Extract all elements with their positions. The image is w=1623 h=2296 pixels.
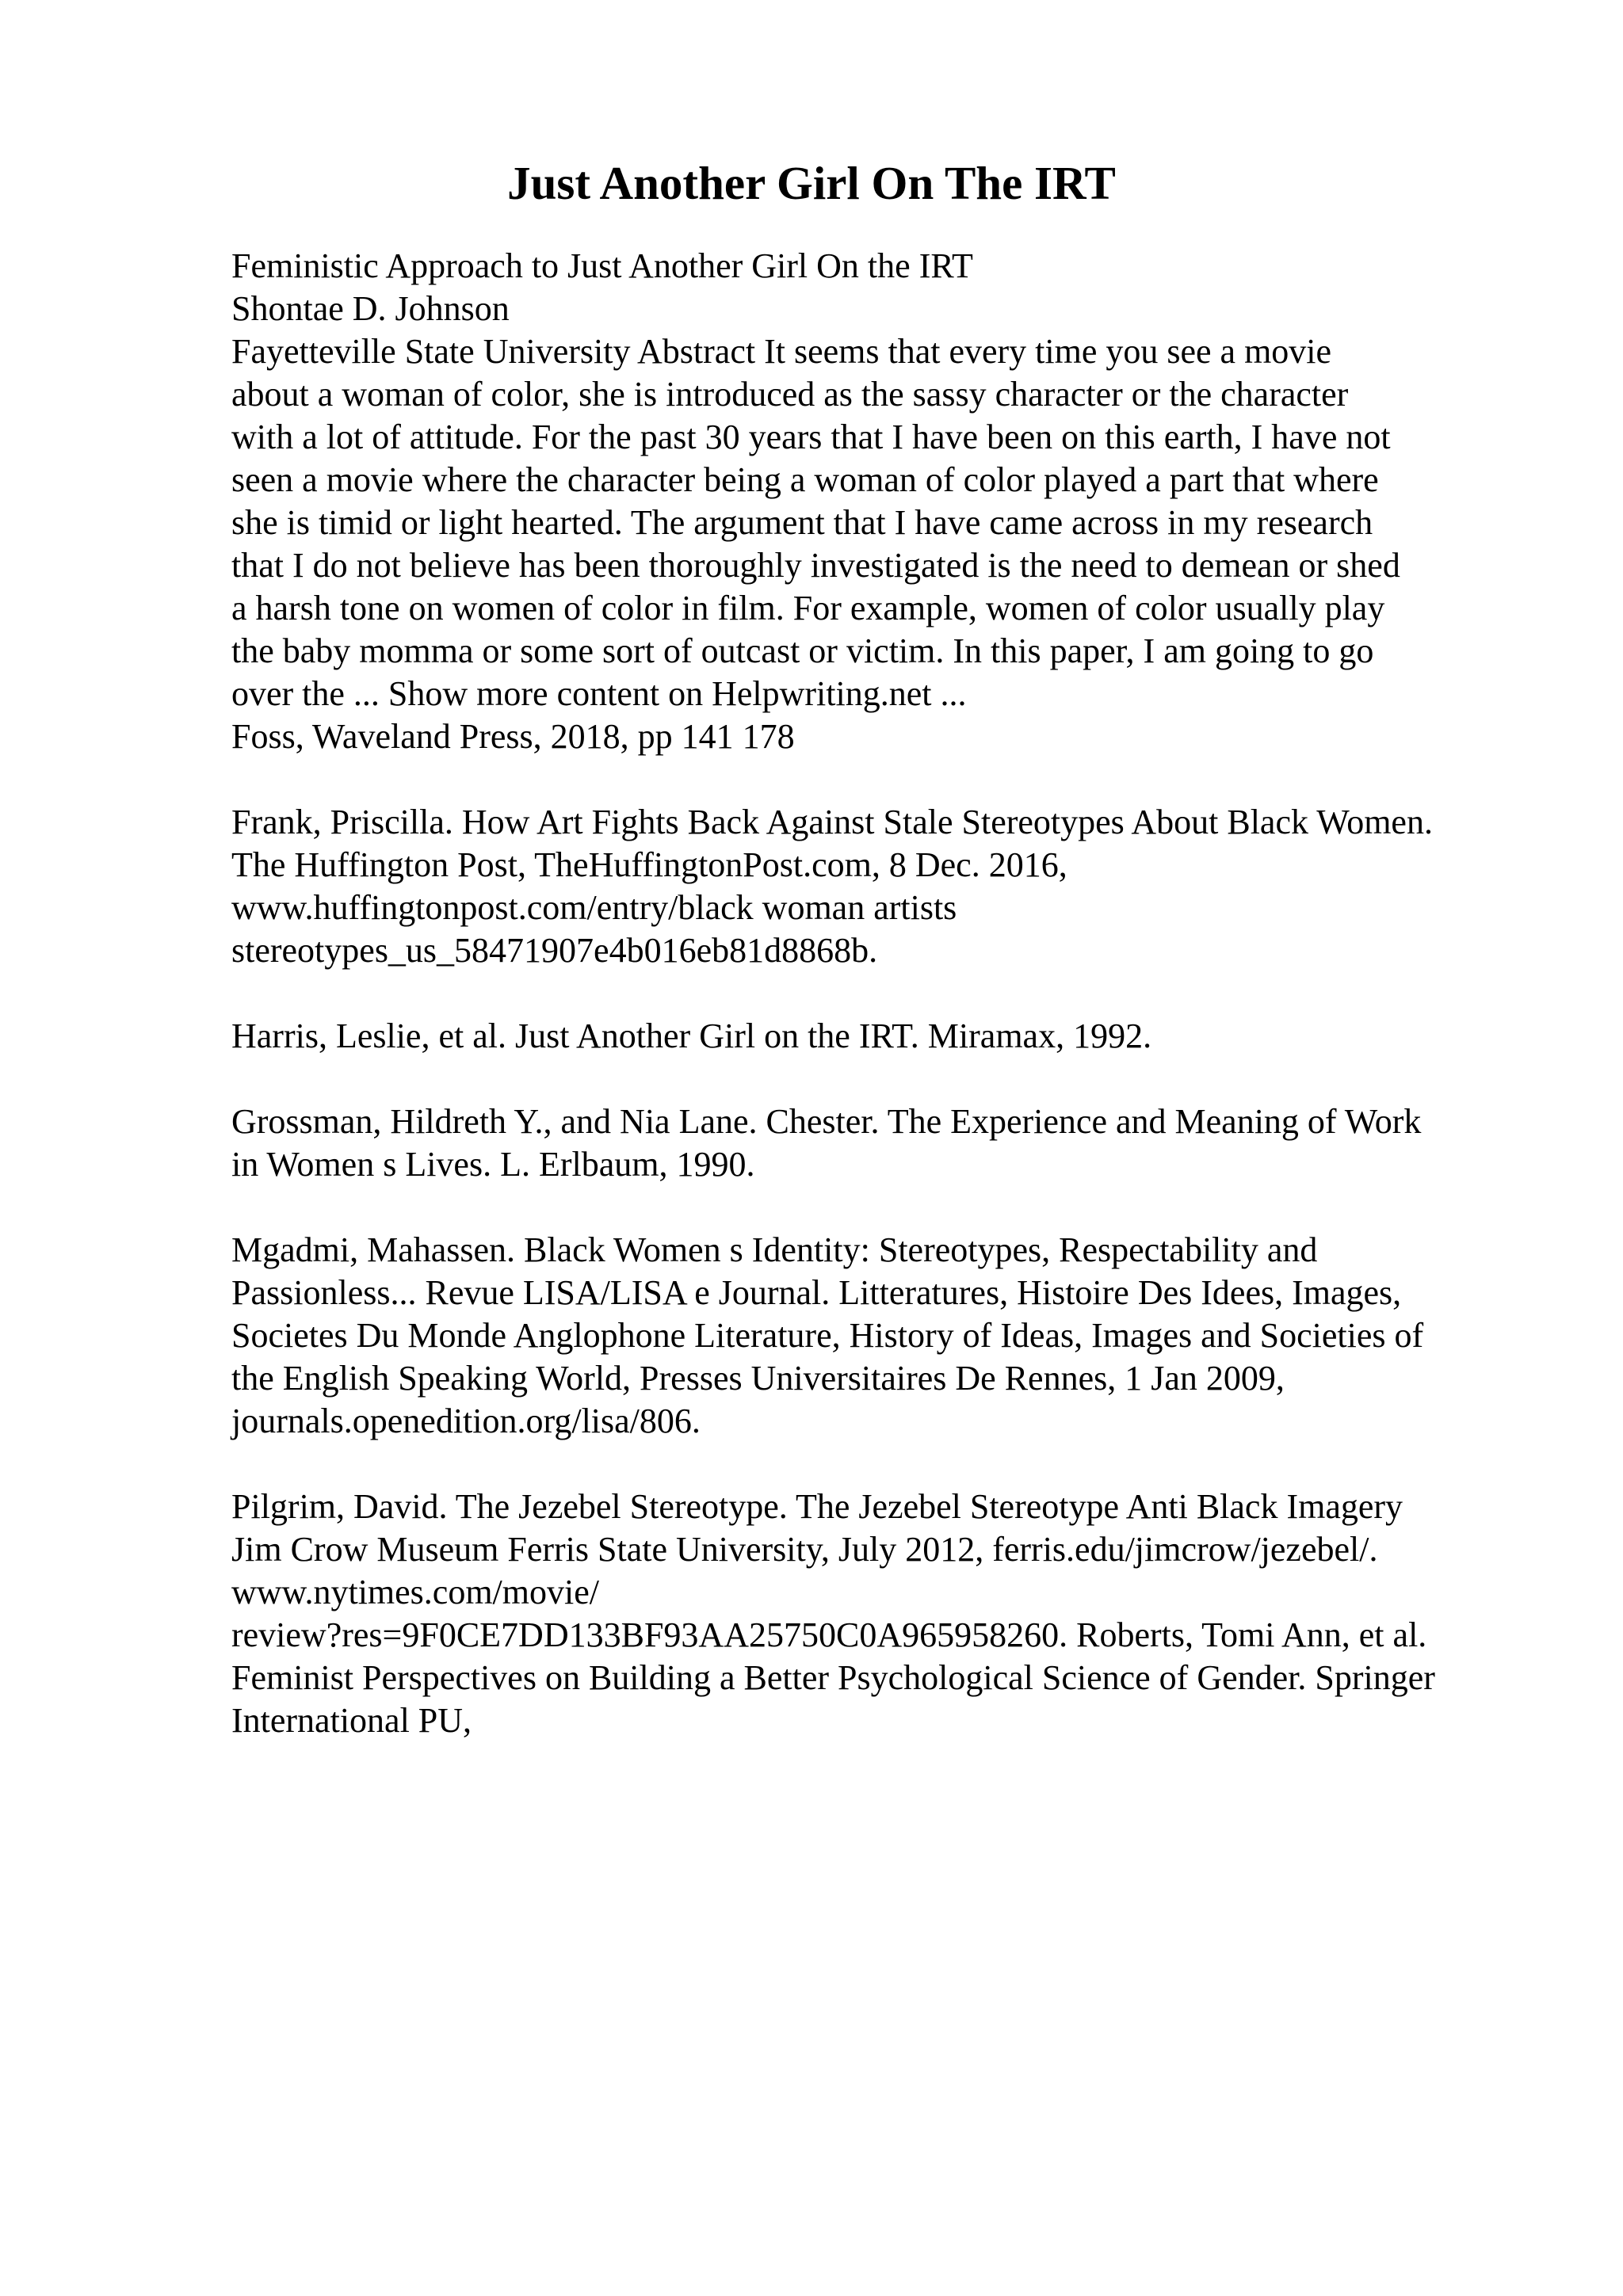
reference-entry — [231, 1100, 1610, 1186]
text-line: with a lot of attitude. For the past 30 years that I have been on this earth, I have not — [231, 418, 1391, 456]
text-line: about a woman of color, she is introduced as the sassy character or the character — [231, 375, 1349, 414]
text-line: seen a movie where the character being a woman of color played a part that where — [231, 460, 1379, 499]
text-line: www.huffingtonpost.com/entry/black woman artists — [231, 888, 957, 927]
reference-entry — [231, 1486, 1610, 1742]
text-line: Foss, Waveland Press, 2018, pp 141 178 — [231, 717, 795, 756]
paragraph-gap — [231, 1186, 1610, 1229]
text-line: Passionless... Revue LISA/LISA e Journal. Litteratures, Histoire Des Idees, Images, — [231, 1273, 1402, 1312]
text-line: Fayetteville State University Abstract It seems that every time you see a movie — [231, 332, 1332, 371]
text-line: the baby momma or some sort of outcast or victim. In this paper, I am going to go — [231, 631, 1374, 670]
text-line: Feminist Perspectives on Building a Better Psychological Science of Gender. Springer — [231, 1658, 1435, 1697]
paragraph-gap — [231, 1443, 1610, 1486]
text-line: she is timid or light hearted. The argument that I have came across in my research — [231, 503, 1373, 542]
reference-entry — [231, 1015, 1610, 1058]
paragraph-gap — [231, 1058, 1610, 1100]
reference-entry — [231, 1229, 1610, 1443]
text-line: a harsh tone on women of color in film. For example, women of color usually play — [231, 589, 1385, 627]
text-line: International PU, — [231, 1701, 472, 1740]
intro-paragraph — [231, 245, 1610, 758]
text-line: Grossman, Hildreth Y., and Nia Lane. Chester. The Experience and Meaning of Work — [231, 1102, 1422, 1141]
text-line: over the ... Show more content on Helpwriting.net ... — [231, 674, 967, 713]
text-line: Feministic Approach to Just Another Girl On the IRT — [231, 246, 973, 285]
text-line: Frank, Priscilla. How Art Fights Back Against Stale Stereotypes About Black Women. — [231, 803, 1433, 841]
text-line: Harris, Leslie, et al. Just Another Girl on the IRT. Miramax, 1992. — [231, 1016, 1152, 1055]
text-line: journals.openedition.org/lisa/806. — [231, 1402, 701, 1440]
text-line: Pilgrim, David. The Jezebel Stereotype. The Jezebel Stereotype Anti Black Imagery — [231, 1487, 1403, 1526]
text-line: review?res=9F0CE7DD133BF93AA25750C0A965958260. Roberts, Tomi Ann, et al. — [231, 1615, 1427, 1654]
text-line: The Huffington Post, TheHuffingtonPost.com, 8 Dec. 2016, — [231, 845, 1067, 884]
text-line: Jim Crow Museum Ferris State University, July 2012, ferris.edu/jimcrow/jezebel/. — [231, 1530, 1378, 1569]
text-line: Shontae D. Johnson — [231, 289, 510, 328]
text-line: www.nytimes.com/movie/ — [231, 1573, 599, 1611]
paragraph-gap — [231, 972, 1610, 1015]
text-line: stereotypes_us_58471907e4b016eb81d8868b. — [231, 931, 878, 970]
reference-entry — [231, 801, 1610, 972]
text-line: the English Speaking World, Presses Universitaires De Rennes, 1 Jan 2009, — [231, 1359, 1285, 1398]
document-body — [231, 245, 1610, 1742]
document-title: Just Another Girl On The IRT — [507, 157, 1116, 209]
text-line: in Women s Lives. L. Erlbaum, 1990. — [231, 1145, 755, 1184]
text-line: Mgadmi, Mahassen. Black Women s Identity: Stereotypes, Respectability and — [231, 1230, 1318, 1269]
paragraph-gap — [231, 758, 1610, 801]
text-line: that I do not believe has been thoroughly investigated is the need to demean or shed — [231, 546, 1400, 585]
text-line: Societes Du Monde Anglophone Literature, History of Ideas, Images and Societies of — [231, 1316, 1424, 1355]
